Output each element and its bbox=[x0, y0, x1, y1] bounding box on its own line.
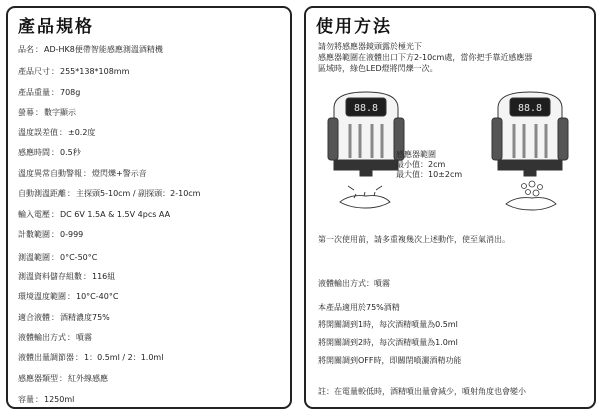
device-right-display: 88.8 bbox=[517, 103, 543, 114]
spray-icon bbox=[522, 181, 543, 196]
spec-label: 液體出量調節器 bbox=[18, 353, 74, 362]
spec-value: 1250ml bbox=[44, 395, 75, 404]
range-max: 最大值：10±2cm bbox=[396, 170, 463, 179]
spec-value: 紅外線感應 bbox=[68, 374, 108, 383]
spec-value: 10°C-40°C bbox=[76, 292, 119, 301]
spec-row: 品名：AD-HK8便帶智能感應測溫酒精機 bbox=[18, 45, 163, 54]
spec-row: 測溫範圍：0°C-50°C bbox=[18, 253, 98, 262]
hand-left-icon bbox=[340, 186, 390, 208]
mode-line: 液體輸出方式：噴霧 bbox=[318, 279, 390, 288]
spec-label: 液體輸出方式 bbox=[18, 333, 66, 342]
spec-value: 116組 bbox=[92, 272, 116, 281]
spec-row: 適合液體：酒精濃度75% bbox=[18, 313, 110, 322]
spec-row: 螢幕：數字顯示 bbox=[18, 108, 76, 117]
spec-value: 噴霧 bbox=[76, 333, 92, 342]
usage-panel bbox=[304, 6, 596, 409]
spec-label: 測溫範圍 bbox=[18, 253, 50, 262]
spec-value: 0°C-50°C bbox=[60, 253, 98, 262]
spec-row: 輸入電壓：DC 6V 1.5A & 1.5V 4pcs AA bbox=[18, 210, 171, 219]
spec-label: 感應時間 bbox=[18, 148, 50, 157]
first-use-note: 第一次使用前，請多重複幾次上述動作，使至氣消出。 bbox=[318, 235, 510, 244]
spec-value: 燈閃爍+警示音 bbox=[92, 169, 147, 178]
spec-value: 1：0.5ml / 2：1.0ml bbox=[84, 353, 164, 362]
spec-row: 液體輸出方式：噴霧 bbox=[18, 333, 92, 342]
spec-row: 感應器類型：紅外線感應 bbox=[18, 374, 108, 383]
spec-value: AD-HK8便帶智能感應測溫酒精機 bbox=[44, 45, 163, 54]
spec-panel bbox=[6, 6, 292, 409]
intro-line: 請勿將感應器鏡頭露於極光下 bbox=[318, 42, 422, 51]
usage-intro bbox=[318, 41, 590, 74]
spec-label: 溫度誤差值 bbox=[18, 128, 58, 137]
sensor-range bbox=[396, 150, 462, 180]
usage-title: 使用方法 bbox=[316, 17, 392, 37]
device-left-icon bbox=[328, 92, 404, 176]
mode-line: 將開關調到1時，每次酒精噴量為0.5ml bbox=[318, 320, 458, 329]
spec-label: 螢幕 bbox=[18, 108, 34, 117]
spec-row: 自動測溫距離：主探頭5-10cm / 副探頭：2-10cm bbox=[18, 189, 201, 198]
spec-label: 計數範圍 bbox=[18, 230, 50, 239]
spec-value: 酒精濃度75% bbox=[60, 313, 110, 322]
spec-row: 溫度誤差值：±0.2度 bbox=[18, 128, 96, 137]
spec-value: 255*138*108mm bbox=[60, 67, 130, 76]
spec-row: 液體出量調節器：1：0.5ml / 2：1.0ml bbox=[18, 353, 164, 362]
spec-label: 品名 bbox=[18, 45, 34, 54]
spec-value: 0-999 bbox=[60, 230, 84, 239]
spec-label: 適合液體 bbox=[18, 313, 50, 322]
spec-label: 產品重量 bbox=[18, 88, 50, 97]
spec-value: 數字顯示 bbox=[44, 108, 76, 117]
device-left-display: 88.8 bbox=[353, 103, 379, 114]
battery-note: 註：在電量較低時，酒精噴出量會減少，噴射角度也會變小 bbox=[318, 387, 526, 396]
spec-label: 環境溫度範圍 bbox=[18, 292, 66, 301]
spec-row: 產品重量：708g bbox=[18, 88, 81, 97]
spec-value: 0.5秒 bbox=[60, 148, 81, 157]
spec-value: ±0.2度 bbox=[68, 128, 96, 137]
spec-row: 容量：1250ml bbox=[18, 395, 75, 404]
spec-value: 主探頭5-10cm / 副探頭：2-10cm bbox=[76, 189, 201, 198]
spec-label: 測溫資料儲存組數 bbox=[18, 272, 82, 281]
spec-row: 測溫資料儲存組數：116組 bbox=[18, 272, 116, 281]
mode-line: 將開關調到2時，每次酒精噴量為1.0ml bbox=[318, 338, 458, 347]
range-heading: 感應器範圍 bbox=[396, 150, 436, 159]
intro-line: 區域時，綠色LED燈將閃爍一次。 bbox=[318, 64, 438, 73]
range-min: 最小值：2cm bbox=[396, 160, 446, 169]
spec-row: 溫度異常自動警報：燈閃爍+警示音 bbox=[18, 169, 147, 178]
spec-row: 產品尺寸：255*138*108mm bbox=[18, 67, 130, 76]
mode-line: 本產品適用於75%酒精 bbox=[318, 303, 400, 312]
spec-value: 708g bbox=[60, 88, 81, 97]
spec-value: DC 6V 1.5A & 1.5V 4pcs AA bbox=[60, 210, 171, 219]
spec-label: 輸入電壓 bbox=[18, 210, 50, 219]
spec-label: 感應器類型 bbox=[18, 374, 58, 383]
spec-title: 產品規格 bbox=[18, 17, 94, 37]
hand-right-icon bbox=[506, 198, 556, 210]
spec-label: 產品尺寸 bbox=[18, 67, 50, 76]
spec-label: 容量 bbox=[18, 395, 34, 404]
mode-line: 將開關調到OFF時，即關閉噴灑酒精功能 bbox=[318, 356, 462, 365]
intro-line: 感應器範圍在液體出口下方2-10cm處，當你把手靠近感應器 bbox=[318, 53, 533, 62]
spec-label: 自動測溫距離 bbox=[18, 189, 66, 198]
spec-row: 感應時間：0.5秒 bbox=[18, 148, 81, 157]
spec-row: 環境溫度範圍：10°C-40°C bbox=[18, 292, 119, 301]
spec-row: 計數範圍：0-999 bbox=[18, 230, 84, 239]
device-right-icon bbox=[492, 92, 568, 176]
spec-label: 溫度異常自動警報 bbox=[18, 169, 82, 178]
